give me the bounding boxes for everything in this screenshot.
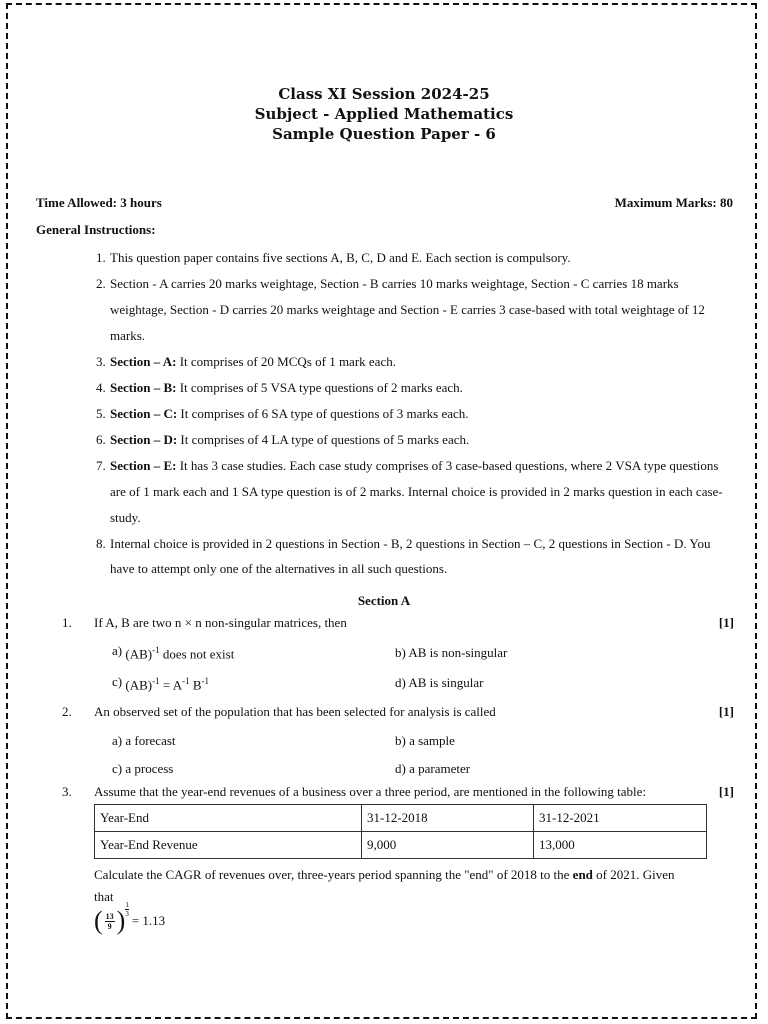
option-a[interactable]: a) a forecast	[112, 733, 176, 748]
table-cell: Year-End	[95, 805, 362, 832]
general-instructions-heading: General Instructions:	[36, 222, 156, 237]
table-cell: 13,000	[534, 832, 707, 859]
question-text: Assume that the year-end revenues of a business over a three period, are mentioned in the following table:	[94, 784, 647, 799]
given-formula: ( 13 9 ) $\frac{1}{3}$ = 1.13	[94, 900, 166, 935]
instruction-item: 8. Internal choice is provided in 2 questions in Section - B, 2 questions in Section – C, 2 questions in Section - D. You have to attempt only one of the alternatives in all such questions.	[96, 536, 711, 576]
question-continuation: Calculate the CAGR of revenues over, three-years period spanning the "end" of 2018 to the end of 2021. Given	[94, 867, 675, 882]
question-number: 3.	[62, 784, 72, 799]
instruction-item: 6. Section – D: It comprises of 4 LA type of questions of 5 marks each.	[96, 432, 470, 447]
paper-title: Sample Question Paper - 6	[272, 125, 496, 143]
option-b[interactable]: b) AB is non-singular	[395, 645, 508, 660]
question-number: 1.	[62, 615, 72, 630]
instructions-list	[96, 245, 736, 581]
instruction-item: 5. Section – C: It comprises of 6 SA type of questions of 3 marks each.	[96, 406, 469, 421]
question-continuation: that	[94, 889, 114, 904]
table-row	[95, 832, 707, 859]
instruction-item: 7. Section – E: It has 3 case studies. Each case study comprises of 3 case-based questions, where 2 VSA type questions are of 1 mark each and 1 SA type question is of 2 marks. Internal choice is provided in 2 marks question in each case-study.	[96, 458, 723, 525]
table-cell: Year-End Revenue	[95, 832, 362, 859]
question-number: 2.	[62, 704, 72, 719]
revenue-table	[94, 804, 707, 859]
table-cell: 9,000	[362, 832, 534, 859]
maximum-marks: Maximum Marks: 80	[614, 195, 733, 210]
instruction-item: 4. Section – B: It comprises of 5 VSA type questions of 2 marks each.	[96, 380, 463, 395]
subject-title: Subject - Applied Mathematics	[254, 105, 514, 123]
table-cell: 31-12-2018	[362, 805, 534, 832]
question-marks: [1]	[718, 615, 734, 630]
option-d[interactable]: d) a parameter	[395, 761, 471, 776]
table-row	[95, 805, 707, 832]
instruction-item: 2. Section - A carries 20 marks weightage, Section - B carries 10 marks weightage, Section - C carries 18 marks weightage, Section - D carries 20 marks weightage and Section - E carries 3 case-based with total weightage of 12 marks.	[96, 276, 705, 343]
option-d[interactable]: d) AB is singular	[395, 675, 484, 690]
question-marks: [1]	[718, 784, 734, 799]
question-text: If A, B are two n × n non-singular matrices, then	[94, 615, 347, 630]
question-text: An observed set of the population that has been selected for analysis is called	[94, 704, 496, 719]
instruction-item: 3. Section – A: It comprises of 20 MCQs of 1 mark each.	[96, 354, 396, 369]
option-c[interactable]: c) a process	[112, 761, 174, 776]
option-c[interactable]: c) $(AB)^{-1} = A^{-1}$ $B^{-1}$	[112, 674, 210, 693]
option-b[interactable]: b) a sample	[395, 733, 455, 748]
class-session-title: Class XI Session 2024-25	[278, 85, 490, 103]
question-marks: [1]	[718, 704, 734, 719]
time-allowed: Time Allowed: 3 hours	[36, 195, 162, 210]
table-cell: 31-12-2021	[534, 805, 707, 832]
section-a-heading: Section A	[357, 593, 411, 608]
instruction-item: 1. This question paper contains five sections A, B, C, D and E. Each section is compulsory.	[96, 250, 571, 265]
option-a[interactable]: a) (AB)$^{-1}$ does not exist	[112, 643, 235, 662]
